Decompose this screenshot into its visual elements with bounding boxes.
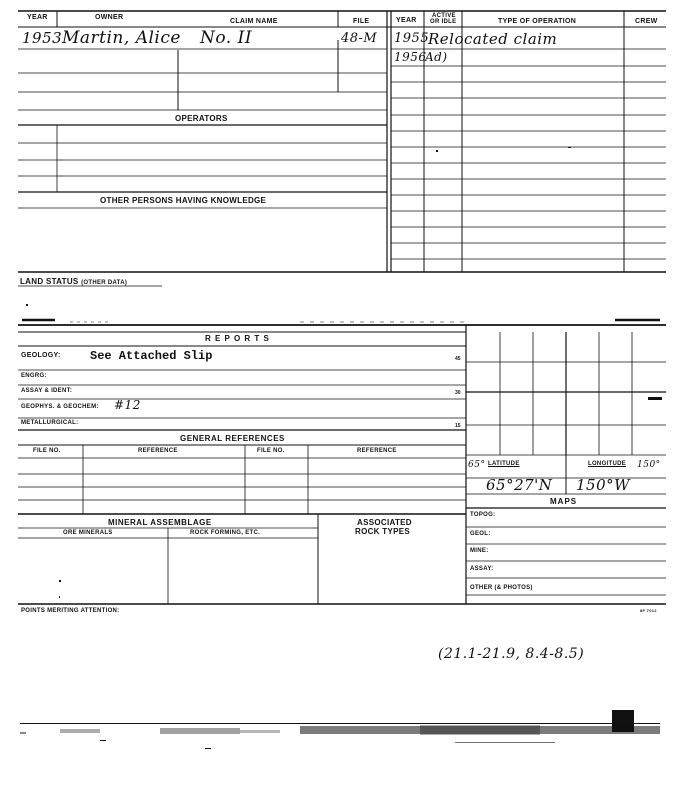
- claim-file: 48-M: [341, 31, 378, 46]
- associated-rock-types-line2: ROCK TYPES: [355, 527, 411, 536]
- geology-value: See Attached Slip: [90, 349, 213, 363]
- maps-assay: ASSAY:: [470, 566, 494, 572]
- ore-minerals-header: ORE MINERALS: [63, 530, 113, 536]
- longitude-value: 150°W: [576, 476, 631, 494]
- header-claim-name: CLAIM NAME: [230, 18, 278, 25]
- metallurgical-label: METALLURGICAL:: [21, 420, 79, 426]
- header-year: YEAR: [27, 14, 48, 21]
- latitude-prefix: 65°: [468, 460, 486, 470]
- longitude-suffix: 150°: [637, 460, 661, 470]
- engrg-label: ENGRG:: [21, 373, 47, 379]
- mineral-assemblage-title: MINERAL ASSEMBLAGE: [108, 518, 212, 527]
- other-persons-title: OTHER PERSONS HAVING KNOWLEDGE: [100, 196, 267, 205]
- land-status-label: [20, 277, 127, 286]
- geology-label: GEOLOGY:: [21, 352, 61, 359]
- gr-header-file-no-2: FILE NO.: [257, 448, 285, 454]
- op-type-2: Ad): [425, 50, 448, 64]
- gr-header-file-no-1: FILE NO.: [33, 448, 61, 454]
- margin-number-15: 15: [455, 423, 461, 429]
- latitude-label: LATITUDE: [488, 461, 520, 467]
- margin-number-30: 30: [455, 390, 461, 396]
- header-crew: CREW: [635, 18, 658, 25]
- land-status-text: LAND STATUS: [20, 277, 79, 286]
- claim-owner: Martin, Alice: [62, 28, 181, 48]
- maps-topog: TOPOG:: [470, 512, 496, 518]
- header-or-idle: OR IDLE: [430, 19, 457, 25]
- op-year-2: 1956: [394, 50, 427, 64]
- rock-forming-header: ROCK FORMING, ETC.: [190, 530, 261, 536]
- maps-title: MAPS: [550, 497, 578, 506]
- header-file: FILE: [353, 18, 370, 25]
- header-type-of-operation: TYPE OF OPERATION: [498, 18, 577, 25]
- longitude-label: LONGITUDE: [588, 461, 627, 467]
- op-year-1: 1955: [394, 31, 430, 46]
- associated-rock-types-line1: ASSOCIATED: [357, 518, 412, 527]
- header-op-year: YEAR: [396, 17, 417, 24]
- claim-name: No. II: [200, 28, 253, 48]
- geophys-label: GEOPHYS. & GEOCHEM:: [21, 404, 99, 410]
- assay-label: ASSAY & IDENT:: [21, 388, 73, 394]
- gr-header-reference-1: REFERENCE: [138, 448, 178, 454]
- maps-geol: GEOL:: [470, 531, 491, 537]
- general-references-title: GENERAL REFERENCES: [180, 434, 285, 443]
- form-number: 8F 7012: [640, 608, 657, 613]
- header-owner: OWNER: [95, 14, 124, 21]
- maps-mine: MINE:: [470, 548, 489, 554]
- gr-header-reference-2: REFERENCE: [357, 448, 397, 454]
- points-meriting-attention: POINTS MERITING ATTENTION:: [21, 608, 120, 614]
- land-status-sub: (OTHER DATA): [81, 280, 128, 286]
- claim-year: 1953: [22, 29, 63, 47]
- operators-title: OPERATORS: [175, 114, 228, 123]
- margin-number-45: 45: [455, 356, 461, 362]
- geophys-value: #12: [114, 398, 141, 412]
- scan-noise-band: [0, 710, 678, 750]
- op-type-1: Relocated claim: [428, 30, 558, 48]
- reports-title: R E P O R T S: [205, 334, 270, 343]
- latitude-value: 65°27'N: [486, 476, 553, 494]
- header-active: ACTIVE: [432, 13, 456, 19]
- coordinate-annotation: (21.1-21.9, 8.4-8.5): [438, 646, 585, 662]
- maps-other: OTHER (& PHOTOS): [470, 585, 533, 591]
